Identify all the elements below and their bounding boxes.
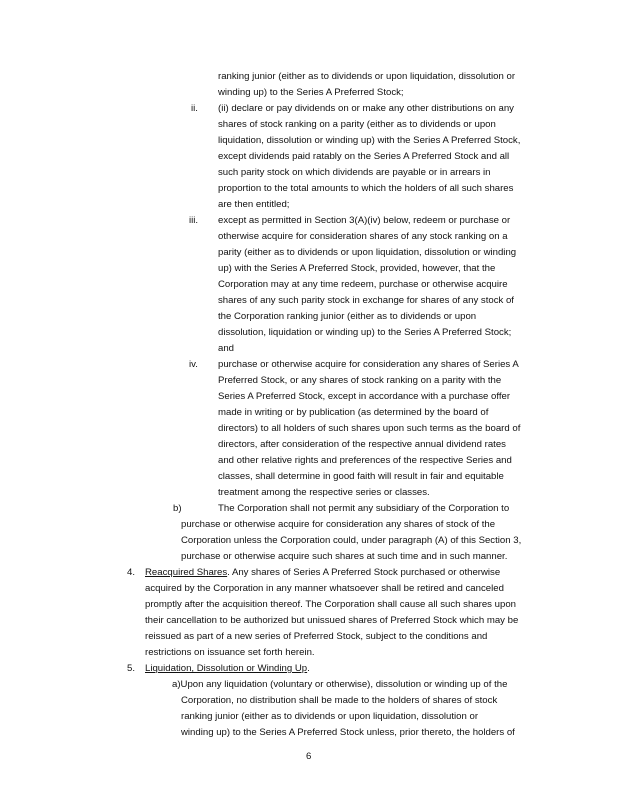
page-number: 6 [306, 751, 312, 762]
text-line: directors) to all holders of such shares upon such terms as the board of [218, 423, 521, 434]
section-5-heading-end: . [307, 663, 310, 674]
text-line: liquidation, dissolution or winding up) with the Series A Preferred Stock, [218, 135, 521, 146]
text-line: up) with the Series A Preferred Stock, provided, however, that the [218, 263, 496, 274]
text-line: The Corporation shall not permit any subsidiary of the Corporation to [218, 503, 510, 514]
text-line: Corporation unless the Corporation could, under paragraph (A) of this Section 3, [181, 535, 522, 546]
text-line: the Corporation ranking junior (either as to dividends or upon [218, 311, 477, 322]
section-5-heading-line [145, 663, 310, 675]
text-line: ranking junior (either as to dividends or upon liquidation, dissolution or [181, 711, 479, 722]
text-line: shares of any such parity stock in exchange for shares of any stock of [218, 295, 514, 306]
text-line: a)Upon any liquidation (voluntary or otherwise), dissolution or winding up of the [172, 679, 508, 690]
text-line: otherwise acquire for consideration shares of any stock ranking on a [218, 231, 508, 242]
text-line: promptly after the acquisition thereof. The Corporation shall cause all such shares upon [145, 599, 516, 610]
section-4-heading: Reacquired Shares [145, 567, 228, 578]
text-line: Corporation, no distribution shall be made to the holders of shares of stock [181, 695, 498, 706]
text-line: treatment among the respective series or classes. [218, 487, 430, 498]
text-line: shares of stock ranking on a parity (either as to dividends or upon [218, 119, 496, 130]
text-line: winding up) to the Series A Preferred Stock unless, prior thereto, the holders of [181, 727, 515, 738]
text-line: reissued as part of a new series of Preferred Stock, subject to the conditions and [145, 631, 488, 642]
text-line: except dividends paid ratably on the Series A Preferred Stock and all [218, 151, 510, 162]
text-line: purchase or otherwise acquire for consideration any shares of stock of the [181, 519, 496, 530]
text-line: Series A Preferred Stock, except in accordance with a purchase offer [218, 391, 511, 402]
text-line: parity (either as to dividends or upon liquidation, dissolution or winding [218, 247, 517, 258]
text-line: Corporation may at any time redeem, purchase or otherwise acquire [218, 279, 508, 290]
section-number-5: 5. [127, 663, 136, 674]
text-line: ranking junior (either as to dividends or upon liquidation, dissolution or [218, 71, 516, 82]
text-line: winding up) to the Series A Preferred Stock; [218, 87, 404, 98]
text-line: restrictions on issuance set forth herein. [145, 647, 315, 658]
text-line: purchase or otherwise acquire such shares at such time and in such manner. [181, 551, 508, 562]
text-line: classes, shall determine in good faith will result in fair and equitable [218, 471, 504, 482]
list-marker-iii: iii. [189, 215, 199, 226]
section-4-first-line-text: . Any shares of Series A Preferred Stock purchased or otherwise [227, 567, 501, 578]
text-line: acquired by the Corporation in any manner whatsoever shall be retired and canceled [145, 583, 504, 594]
text-line: except as permitted in Section 3(A)(iv) below, redeem or purchase or [218, 215, 511, 226]
text-line: (ii) declare or pay dividends on or make any other distributions on any [218, 103, 514, 114]
section-number-4: 4. [127, 567, 136, 578]
text-line: and other relative rights and preferences of the respective Series and [218, 455, 512, 466]
text-line: purchase or otherwise acquire for consideration any shares of Series A [218, 359, 519, 370]
text-line: Preferred Stock, or any shares of stock ranking on a parity with the [218, 375, 502, 386]
text-line: such parity stock on which dividends are payable or in arrears in [218, 167, 491, 178]
list-marker-ii: ii. [191, 103, 198, 114]
text-line: made in writing or by publication (as determined by the board of [218, 407, 489, 418]
text-line: directors, after consideration of the respective annual dividend rates [218, 439, 506, 450]
list-marker-iv: iv. [189, 359, 198, 370]
text-line: proportion to the total amounts to which the holders of all such shares [218, 183, 514, 194]
section-4-first-line [145, 567, 500, 579]
list-marker-b: b) [173, 503, 182, 514]
section-5-heading: Liquidation, Dissolution or Winding Up [145, 663, 308, 674]
text-line: their cancellation to be authorized but unissued shares of Preferred Stock which may be [145, 615, 519, 626]
text-line: are then entitled; [218, 199, 290, 210]
text-line: and [218, 343, 235, 354]
text-line: dissolution, liquidation or winding up) to the Series A Preferred Stock; [218, 327, 512, 338]
